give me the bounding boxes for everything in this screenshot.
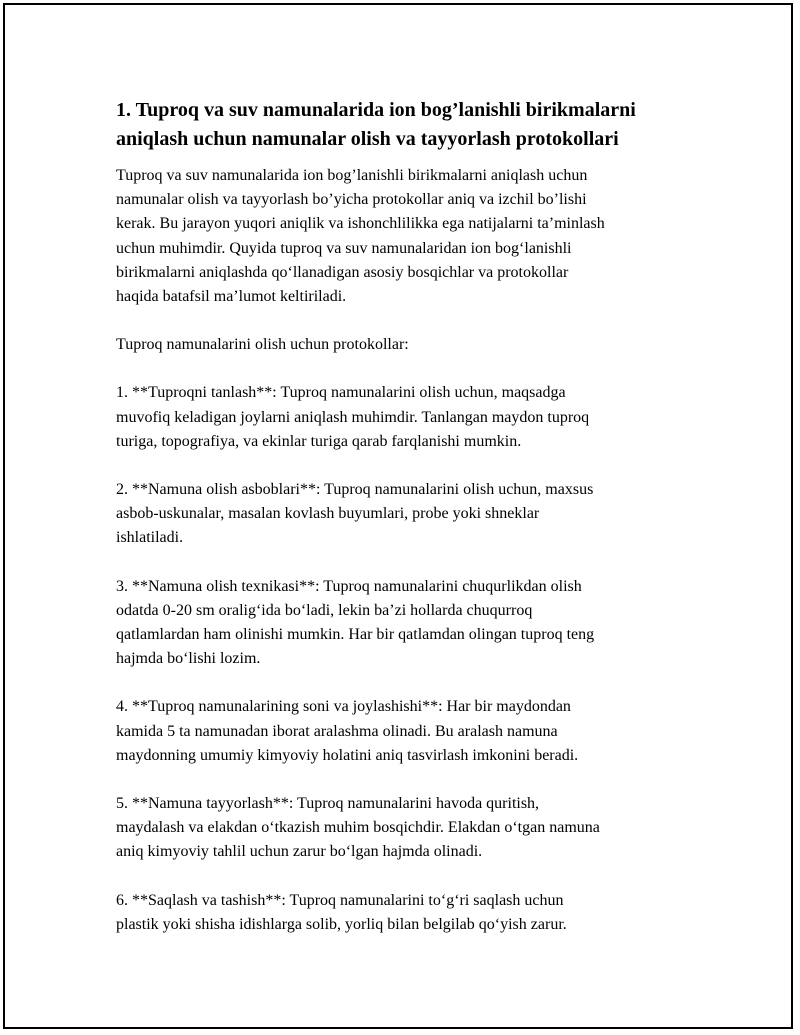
list-item: 5. **Namuna tayyorlash**: Tuproq namunalarini havoda quritish, maydalash va elakdan o‘tkazish muhim bosqichdir. Elakdan o‘tgan namuna aniq kimyoviy tahlil uchun zarur bo‘lgan hajmda olinadi. xyxy=(116,795,600,861)
list-item: 2. **Namuna olish asboblari**: Tuproq namunalarini olish uchun, maxsus asbob-uskunalar, masalan kovlash buyumlari, probe yoki shneklar ishlatiladi. xyxy=(116,481,594,547)
list-item: 4. **Tuproq namunalarining soni va joylashishi**: Har bir maydondan kamida 5 ta namunadan iborat aralashma olinadi. Bu aralash namuna maydonning umumiy kimyoviy holatini aniq tasvirlash imkonini beradi. xyxy=(116,698,579,764)
list-item: 3. **Namuna olish texnikasi**: Tuproq namunalarini chuqurlikdan olish odatda 0-20 sm oralig‘ida bo‘ladi, lekin ba’zi hollarda chuqurroq qatlamlardan ham olinishi mumkin. Har bir qatlamdan olingan tuproq teng hajmda bo‘lishi lozim. xyxy=(116,577,595,668)
list-item: 1. **Tuproqni tanlash**: Tuproq namunalarini olish uchun, maqsadga muvofiq keladigan joylarni aniqlash muhimdir. Tanlangan maydon tuproq turiga, topografiya, va ekinlar turiga qarab farqlanishi mumkin. xyxy=(116,384,590,450)
document-body xyxy=(116,96,686,937)
list-item: 6. **Saqlash va tashish**: Tuproq namunalarini to‘g‘ri saqlash uchun plastik yoki shisha idishlarga solib, yorliq bilan belgilab qo‘yish zarur. xyxy=(116,891,567,933)
section-heading: 1. Tuproq va suv namunalarida ion bog’lanishli birikmalarni aniqlash uchun namunalar olish va tayyorlash protokollari xyxy=(116,99,636,150)
protocols-subheading: Tuproq namunalarini olish uchun protokollar: xyxy=(116,336,409,354)
intro-paragraph: Tuproq va suv namunalarida ion bog’lanishli birikmalarni aniqlash uchun namunalar olish va tayyorlash bo’yicha protokollar aniq va izchil bo’lishi kerak. Bu jarayon yuqori aniqlik va ishonchlilikka ega natijalarni ta’minlash uchun muhimdir. Quyida tuproq va suv namunalaridan ion bog‘lanishli birikmalarni aniqlashda qo‘llanadigan asosiy bosqichlar va protokollar haqida batafsil ma’lumot keltiriladi. xyxy=(116,167,605,306)
